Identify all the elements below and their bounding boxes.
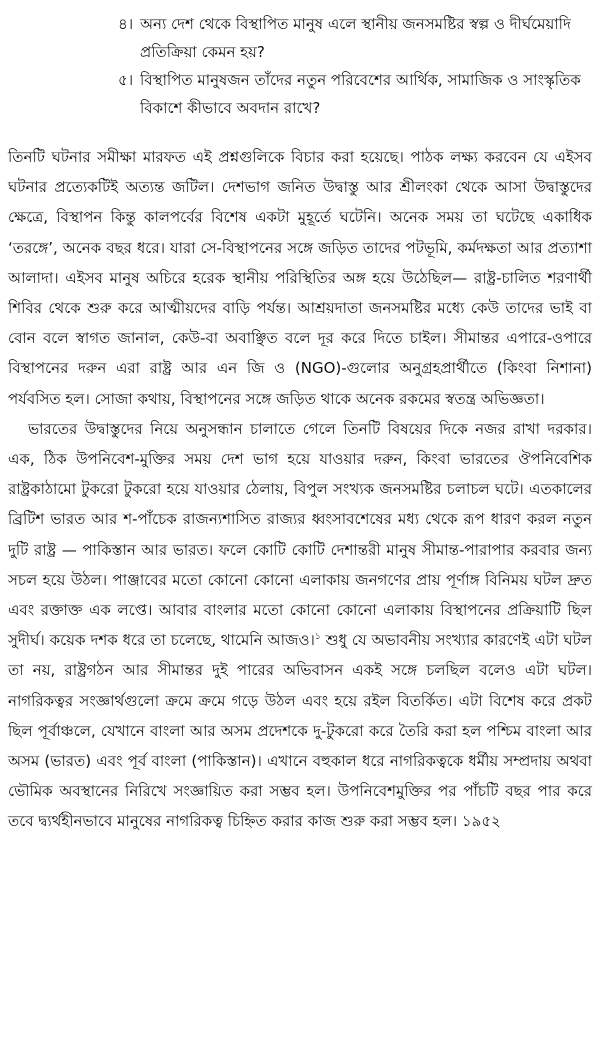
question-item [118, 10, 592, 66]
question-text: অন্য দেশ থেকে বিস্থাপিত মানুষ এলে স্থানীয় জনসমষ্টির স্বল্প ও দীর্ঘমেয়াদি প্রতিক্রিয়া কেমন হয়? [140, 15, 571, 61]
body-paragraph: তিনটি ঘটনার সমীক্ষা মারফত এই প্রশ্নগুলিকে বিচার করা হয়েছে। পাঠক লক্ষ্য করবেন যে এইসব ঘটনার প্রত্যেকটিই অত্যন্ত জটিল। দেশভাগ জনিত উদ্বাস্তু আর শ্রীলংকা থেকে আসা উদ্বাস্তুদের ক্ষেত্রে, বিস্থাপন কিন্তু কালপর্বের বিশেষ একটা মুহূর্তে ঘটেনি। অনেক সময় তা ঘটেছে একাধিক ‘তরঙ্গে’, অনেক বছর ধরে। যারা সে-বিস্থাপনের সঙ্গে জড়িত তাদের পটভূমি, কর্মদক্ষতা আর প্রত্যাশা আলাদা। এইসব মানুষ অচিরে হরেক স্থানীয় পরিস্থিতির অঙ্গ হয়ে উঠেছিল— রাষ্ট্র-চালিত শরণার্থী শিবির থেকে শুরু করে আত্মীয়দের বাড়ি পর্যন্ত। আশ্রয়দাতা জনসমষ্টির মধ্যে কেউ তাদের ভাই বা বোন বলে স্বাগত জানাল, কেউ-বা অবাঞ্ছিত বলে দূর করে দিতে চাইল। সীমান্তর এপারে-ওপারে বিস্থাপনের দরুন এরা রাষ্ট্র আর এন জি ও (NGO)-গুলোর অনুগ্রহপ্রার্থীতে (কিংবা নিশানা) পর্যবসিত হল। সোজা কথায়, বিস্থাপনের সঙ্গে জড়িত থাকে অনেক রকমের স্বতন্ত্র অভিজ্ঞতা। [8, 148, 592, 408]
question-item [118, 66, 592, 122]
question-list [118, 10, 592, 122]
paragraph-text: শুধু যে অভাবনীয় সংখ্যার কারণেই এটা ঘটল তা নয়, রাষ্ট্রগঠন আর সীমান্তর দুই পারের অভিবাসন একই সঙ্গে চলছিল বলেও এটা ঘটল। নাগরিকত্বর সংজ্ঞার্থগুলো ক্রমে ক্রমে গড়ে উঠল এবং হয়ে রইল বিতর্কিত। এটা বিশেষ করে প্রকট ছিল পূর্বাঞ্চলে, যেখানে বাংলা আর অসম প্রদেশকে দু-টুকরো করে তৈরি করা হল পশ্চিম বাংলা আর অসম (ভারত) এবং পূর্ব বাংলা (পাকিস্তান)। এখানে বহুকাল ধরে নাগরিকত্বকে ধর্মীয় সম্প্রদায় অথবা ভৌমিক অবস্থানের নিরিখে সংজ্ঞায়িত করা সম্ভব হল। উপনিবেশমুক্তির পর পাঁচটি বছর পার করে তবে দ্ব্যর্থহীনভাবে মানুষের নাগরিকত্ব চিহ্নিত করার কাজ শুরু করা সম্ভব হল। ১৯৫২ [8, 631, 592, 831]
question-number: ৪। [118, 15, 134, 33]
question-text: বিস্থাপিত মানুষজন তাঁদের নতুন পরিবেশের আর্থিক, সামাজিক ও সাংস্কৃতিক বিকাশে কীভাবে অবদান রাখে? [140, 71, 581, 117]
paragraph-text: ভারতের উদ্বাস্তুদের নিয়ে অনুসন্ধান চালাতে গেলে তিনটি বিষয়ের দিকে নজর রাখা দরকার। এক, ঠিক উপনিবেশ-মুক্তির সময় দেশ ভাগ হয়ে যাওয়ার দরুন, কিংবা ভারতের ঔপনিবেশিক রাষ্ট্রকাঠামো টুকরো টুকরো হয়ে যাওয়ার ঠেলায়, বিপুল সংখ্যক জনসমষ্টির চলাচল ঘটে। এতকালের ব্রিটিশ ভারত আর শ-পাঁচেক রাজন্যশাসিত রাজ্যর ধ্বংসাবশেষের মধ্য থেকে রূপ ধারণ করল নতুন দুটি রাষ্ট্র — পাকিস্তান আর ভারত। ফলে কোটি কোটি দেশান্তরী মানুষ সীমান্ত-পারাপার করবার জন্য সচল হয়ে উঠল। পাঞ্জাবের মতো কোনো কোনো এলাকায় জনগণের প্রায় পূর্ণাঙ্গ বিনিময় ঘটল দ্রুত এবং রক্তাক্ত এক লপ্তে। আবার বাংলার মতো কোনো কোনো এলাকায় বিস্থাপনের প্রক্রিয়াটি ছিল সুদীর্ঘ। কয়েক দশক ধরে তা চলেছে, থামেনি আজও। [8, 419, 592, 650]
body-paragraph [8, 414, 592, 837]
question-number: ৫। [118, 71, 134, 89]
footnote-marker: ১ [314, 632, 321, 643]
